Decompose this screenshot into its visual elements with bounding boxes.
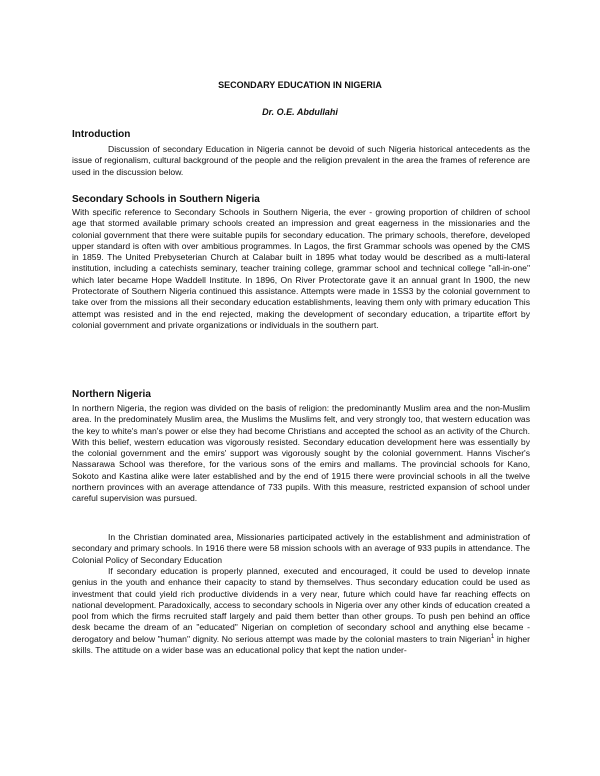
document-title: SECONDARY EDUCATION IN NIGERIA bbox=[218, 80, 382, 90]
heading-northern-nigeria: Northern Nigeria bbox=[72, 389, 151, 400]
heading-introduction: Introduction bbox=[72, 129, 131, 140]
paragraph-introduction: Discussion of secondary Education in Nigeria cannot be devoid of such Nigeria historical antecedents as the issue of regionalism, cultural background of the people and the religion prevalent in the area the frames of reference are used in the discussion below. bbox=[72, 144, 530, 177]
paragraph-northern-3-text: If secondary education is properly planned, executed and encouraged, it could be used to develop innate genius in the youth and enhance their capacity to stand by themselves. Thus secondary education could be used as investment that could yield rich productive dividends in a very near, future which could have far reaching effects on national development. Paradoxically, access to secondary schools in Nigeria over any other kinds of education created a pool from which the firms recruited staff largely and paid them better than other groups. To push pen behind an office desk became the dream of an "educated" Nigerian on completion of secondary school and anything else became - derogatory and below "human" dignity. No serious attempt was made by the colonial masters to train Nigerian bbox=[72, 566, 530, 644]
heading-southern-nigeria: Secondary Schools in Southern Nigeria bbox=[72, 194, 260, 205]
paragraph-northern-1: In northern Nigeria, the region was divided on the basis of religion: the predominantly Muslim area and the non-Muslim area. In the predominately Muslim area, the Muslims the Muslims felt, and very strongly too, that western education was the key to white's man's power or else they had become Christians and accepted the school as an activity of the Church. With this belief, western education was vigorously resisted. Secondary education development here was essentially by the colonial government and the emirs' support was vigorously sought by the colonial government. Hanns Vischer's Nassarawa School was therefore, for the various sons of the emirs and mallams. The provincial schools for Kano, Sokoto and Kastina alike were later established and by the end of 1915 there were provincial schools in all the twelve northern provinces with an average attendance of 733 pupils. With this measure, restricted expansion of school under careful supervision was pursued. bbox=[72, 403, 530, 504]
paragraph-northern-2: In the Christian dominated area, Missionaries participated actively in the establishment and administration of secondary and primary schools. In 1916 there were 58 mission schools with an average of 933 pupils in attendance. The Colonial Policy of Secondary Education bbox=[72, 532, 530, 565]
footnote-marker: 1 bbox=[490, 633, 495, 640]
paragraph-northern-3 bbox=[72, 566, 530, 656]
paragraph-northern-3-continuation: in higher skills. The attitude on a wider base was an educational policy that kept the nation under- bbox=[72, 633, 530, 656]
document-author: Dr. O.E. Abdullahi bbox=[262, 107, 338, 117]
paragraph-southern-nigeria: With specific reference to Secondary Schools in Southern Nigeria, the ever - growing proportion of children of school age that stormed available primary schools created an impression and great eagerness in the missionaries and the colonial government that there were suitable pupils for secondary education. The primary schools, therefore, developed upper standard is often with over ambitious programmes. In Lagos, the first Grammar schools was opened by the CMS in 1859. The United Prebyseterian Church at Calabar built in 1895 what today would be described as a multi-lateral institution, including a catechists seminary, teacher training college, grammar school and technical college "all-in-one" which later became Hope Waddell Institute. In 1896, On River Protectorate gave it an annual grant In 1900, the new Protectorate of Southern Nigeria continued this assistance. Attempts were made in 1SS3 by the colonial government to take over from the missions all their secondary education establishments, leaving them only with primary education This attempt was resisted and in the end rejected, making the development of secondary education, a tripartite effort by colonial government and private organizations or individuals in the southern part. bbox=[72, 207, 530, 330]
